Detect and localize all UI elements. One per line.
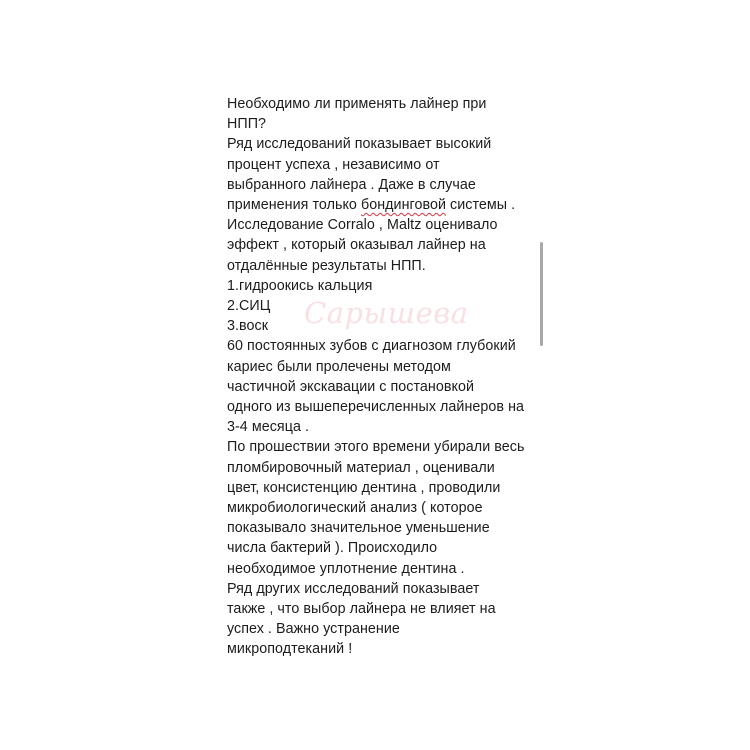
note-line: выбранного лайнера . Даже в случае <box>227 176 476 193</box>
note-line: также , что выбор лайнера не влияет на <box>227 601 496 618</box>
note-line: Необходимо ли применять лайнер при <box>227 96 487 112</box>
watermark: Сарышева <box>304 296 469 330</box>
note-line: Ряд других исследований показывает <box>227 580 480 597</box>
note-line: цвет, консистенцию дентина , проводили <box>227 479 501 496</box>
note-line: 1.гидроокись кальция <box>227 277 373 294</box>
note-line: показывало значительное уменьшение <box>227 520 490 537</box>
note-line: пломбировочный материал , оценивали <box>227 459 495 476</box>
vertical-scrollbar[interactable] <box>540 242 543 346</box>
note-text[interactable] <box>227 94 537 660</box>
note-line: 60 постоянных зубов с диагнозом глубокий <box>227 338 516 355</box>
note-line: микробиологический анализ ( которое <box>227 500 483 517</box>
note-line: Ряд исследований показывает высокий <box>227 136 492 153</box>
note-line: частичной экскавации с постановкой <box>227 378 475 395</box>
note-line: кариес были пролечены методом <box>227 358 451 375</box>
misspelled-word[interactable]: бондинговой <box>360 197 447 214</box>
note-line: эффект , который оказывал лайнер на <box>227 237 486 254</box>
note-line: одного из вышеперечисленных лайнеров на <box>227 399 525 416</box>
note-line: 3-4 месяца . <box>227 419 309 436</box>
note-line-segment: применения только <box>227 197 361 214</box>
note-line-segment: системы . <box>446 197 516 214</box>
note-line: необходимое уплотнение дентина . <box>227 560 465 577</box>
note-line: НПП? <box>227 116 267 133</box>
note-line <box>227 195 537 215</box>
note-line: числа бактерий ). Происходило <box>227 540 438 557</box>
note-line: отдалённые результаты НПП. <box>227 257 426 274</box>
note-line: 2.СИЦ <box>227 298 271 315</box>
note-line: процент успеха , независимо от <box>227 156 440 173</box>
note-line: Исследование Corralo , Maltz оценивало <box>227 217 498 234</box>
note-line: успех . Важно устранение <box>227 621 400 638</box>
note-line: микроподтеканий ! <box>227 641 353 658</box>
note-line: По прошествии этого времени убирали весь <box>227 439 525 456</box>
note-line: 3.воск <box>227 318 269 335</box>
